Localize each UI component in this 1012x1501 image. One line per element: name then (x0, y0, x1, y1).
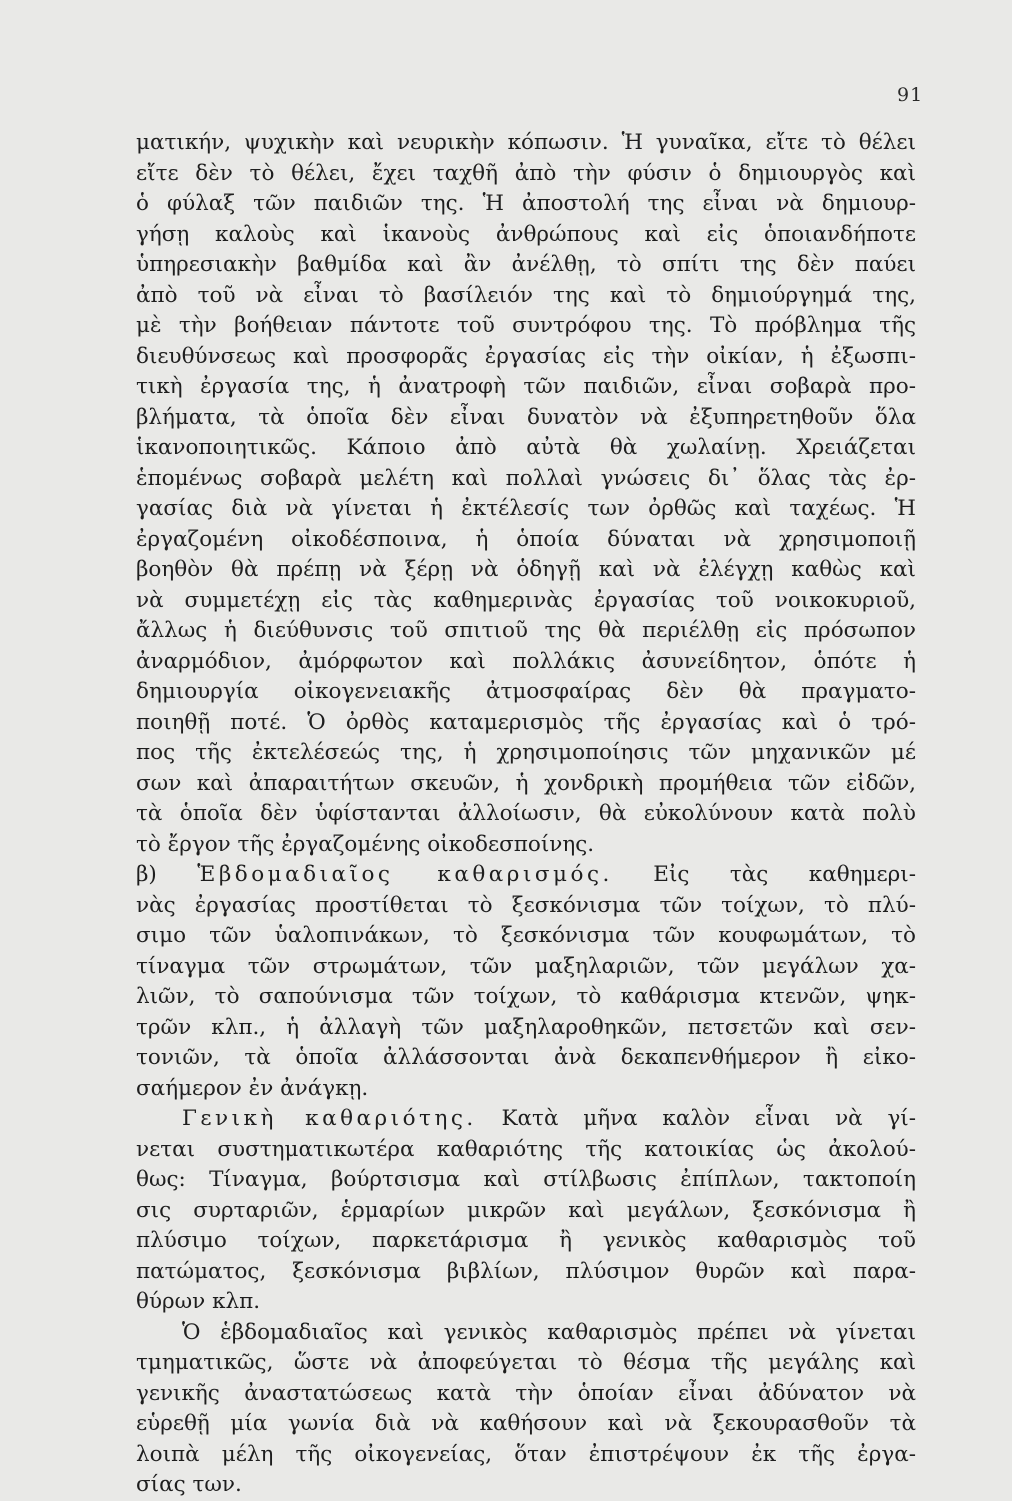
text-line (136, 555, 916, 586)
text-line (136, 1318, 916, 1349)
line-text: γενικῆς ἀναστατώσεως κατὰ τὴν ὁποίαν εἶναι ἀδύνατον νὰ (136, 1380, 916, 1406)
text-line (136, 1013, 916, 1044)
line-text: νεται συστηματικωτέρα καθαριότης τῆς κατοικίας ὡς ἀκολού- (136, 1136, 916, 1162)
text-line (136, 677, 916, 708)
text-line (136, 159, 916, 190)
text-line (136, 891, 916, 922)
paragraph (136, 128, 916, 860)
text-line (136, 1379, 916, 1410)
text-line (136, 403, 916, 434)
text-line (136, 1074, 916, 1105)
line-text: ἄλλως ἡ διεύθυνσις τοῦ σπιτιοῦ της θὰ περιέλθῃ εἰς πρόσωπον (136, 618, 916, 643)
line-text: λιῶν, τὸ σαπούνισμα τῶν τοίχων, τὸ καθάρισμα κτενῶν, ψηκ- (136, 984, 916, 1009)
text-line (136, 433, 916, 464)
text-line (136, 830, 916, 861)
text-line (136, 616, 916, 647)
line-text: Ὁ ἑβδομαδιαῖος καὶ γενικὸς καθαρισμὸς πρέπει νὰ γίνεται (182, 1319, 916, 1345)
line-text: λοιπὰ μέλη τῆς οἰκογενείας, ὅταν ἐπιστρέψουν ἐκ τῆς ἐργα- (136, 1441, 916, 1467)
line-text: ποιηθῇ ποτέ. Ὁ ὀρθὸς καταμερισμὸς τῆς ἐργασίας καὶ ὁ τρό- (136, 709, 916, 735)
text-line (136, 586, 916, 617)
text-line (136, 952, 916, 983)
line-text: σίας των. (136, 1472, 242, 1497)
list-marker: β) (136, 862, 198, 887)
line-text: σων καὶ ἀπαραιτήτων σκευῶν, ἡ χονδρικὴ προμήθεια τῶν εἰδῶν, (136, 770, 916, 796)
line-text: ἀναρμόδιον, ἀμόρφωτον καὶ πολλάκις ἀσυνείδητον, ὁπότε ἡ (136, 648, 916, 674)
text-line (136, 799, 916, 830)
line-text: πατώματος, ξεσκόνισμα βιβλίων, πλύσιμον θυρῶν καὶ παρα- (136, 1258, 916, 1284)
line-text: θύρων κλπ. (136, 1289, 261, 1314)
text-line (136, 311, 916, 342)
body-text (136, 128, 916, 1501)
section-heading: Ἑβδομαδιαῖος καθαρισμός. (197, 862, 613, 887)
line-text: ὁ φύλαξ τῶν παιδιῶν της. Ἡ ἀποστολή της εἶναι νὰ δημιουρ- (136, 191, 916, 216)
text-line (136, 1226, 916, 1257)
line-text: διευθύνσεως καὶ προσφορᾶς ἐργασίας εἰς τὴν οἰκίαν, ἡ ἐξωσπι- (136, 343, 916, 369)
text-line (136, 1104, 916, 1135)
text-line (136, 1196, 916, 1227)
line-text: ματικήν, ψυχικὴν καὶ νευρικὴν κόπωσιν. Ἡ γυναῖκα, εἴτε τὸ θέλει (136, 130, 916, 155)
paragraph (136, 1318, 916, 1501)
text-line (136, 525, 916, 556)
page-number: 91 (897, 84, 924, 106)
line-text: τὰ ὁποῖα δὲν ὑφίστανται ἀλλοίωσιν, θὰ εὐκολύνουν κατὰ πολὺ (136, 801, 916, 826)
line-text: Εἰς τὰς καθημερι- (612, 862, 916, 887)
line-text: σαήμερον ἐν ἀνάγκῃ. (136, 1075, 369, 1101)
text-line (136, 220, 916, 251)
line-text: βλήματα, τὰ ὁποῖα δὲν εἶναι δυνατὸν νὰ ἐξυπηρετηθοῦν ὅλα (136, 404, 916, 430)
text-line (136, 1348, 916, 1379)
text-line (136, 982, 916, 1013)
paragraph (136, 860, 916, 1104)
line-text: γασίας διὰ νὰ γίνεται ἡ ἐκτέλεσίς των ὀρθῶς καὶ ταχέως. Ἡ (136, 496, 916, 521)
text-line (136, 250, 916, 281)
line-text: ἐργαζομένη οἰκοδέσποινα, ἡ ὁποία δύναται νὰ χρησιμοποιῇ (136, 526, 916, 552)
line-text: δημιουργία οἰκογενειακῆς ἀτμοσφαίρας δὲν θὰ πραγματο- (136, 679, 916, 704)
text-line (136, 921, 916, 952)
text-line (136, 128, 916, 159)
text-line (136, 1470, 916, 1501)
text-line (136, 1135, 916, 1166)
text-line (136, 1043, 916, 1074)
paragraph (136, 1104, 916, 1318)
line-text: τρῶν κλπ., ἡ ἀλλαγὴ τῶν μαξηλαροθηκῶν, πετσετῶν καὶ σεν- (136, 1014, 916, 1040)
line-text: τικὴ ἐργασία της, ἡ ἀνατροφὴ τῶν παιδιῶν, εἶναι σοβαρὰ προ- (136, 374, 916, 399)
line-text: νὰς ἐργασίας προστίθεται τὸ ξεσκόνισμα τῶν τοίχων, τὸ πλύ- (136, 892, 916, 918)
line-text: ἑπομένως σοβαρὰ μελέτη καὶ πολλαὶ γνώσεις δι᾽ ὅλας τὰς ἐρ- (136, 465, 916, 491)
text-line (136, 647, 916, 678)
text-line (136, 281, 916, 312)
line-text: τίναγμα τῶν στρωμάτων, τῶν μαξηλαριῶν, τῶν μεγάλων χα- (136, 953, 916, 979)
text-line (136, 708, 916, 739)
text-line (136, 1287, 916, 1318)
line-text: τὸ ἔργον τῆς ἐργαζομένης οἰκοδεσποίνης. (136, 831, 595, 857)
line-text: ἀπὸ τοῦ νὰ εἶναι τὸ βασίλειόν της καὶ τὸ δημιούργημά της, (136, 282, 916, 308)
section-heading: Γενικὴ καθαριότης. (182, 1106, 477, 1131)
line-text: μὲ τὴν βοήθειαν πάντοτε τοῦ συντρόφου της. Τὸ πρόβλημα τῆς (136, 313, 916, 338)
line-text: εἴτε δὲν τὸ θέλει, ἔχει ταχθῆ ἀπὸ τὴν φύσιν ὁ δημιουργὸς καὶ (136, 160, 916, 186)
text-line (136, 189, 916, 220)
line-text: ὑπηρεσιακὴν βαθμίδα καὶ ἂν ἀνέλθῃ, τὸ σπίτι της δὲν παύει (136, 252, 916, 277)
line-text: γήσῃ καλοὺς καὶ ἱκανοὺς ἀνθρώπους καὶ εἰς ὁποιανδήποτε (136, 221, 916, 247)
text-line (136, 494, 916, 525)
line-text: ἱκανοποιητικῶς. Κάποιο ἀπὸ αὐτὰ θὰ χωλαίνῃ. Χρειάζεται (136, 435, 916, 460)
line-text: σιμο τῶν ὑαλοπινάκων, τὸ ξεσκόνισμα τῶν κουφωμάτων, τὸ (136, 923, 916, 948)
text-line (136, 342, 916, 373)
text-line (136, 1257, 916, 1288)
line-text: πος τῆς ἐκτελέσεώς της, ἡ χρησιμοποίησις τῶν μηχανικῶν μέ (136, 740, 916, 765)
line-text: εὑρεθῇ μία γωνία διὰ νὰ καθήσουν καὶ νὰ ξεκουρασθοῦν τὰ (136, 1411, 916, 1436)
text-line (136, 738, 916, 769)
line-text: νὰ συμμετέχῃ εἰς τὰς καθημερινὰς ἐργασίας τοῦ νοικοκυριοῦ, (136, 587, 916, 613)
line-text: σις συρταριῶν, ἑρμαρίων μικρῶν καὶ μεγάλων, ξεσκόνισμα ἢ (136, 1197, 916, 1223)
text-line (136, 1440, 916, 1471)
text-line (136, 372, 916, 403)
line-text: θως: Τίναγμα, βούρτσισμα καὶ στίλβωσις ἐπίπλων, τακτοποίη (136, 1167, 916, 1192)
line-text: πλύσιμο τοίχων, παρκετάρισμα ἢ γενικὸς καθαρισμὸς τοῦ (136, 1228, 916, 1253)
line-text: τονιῶν, τὰ ὁποῖα ἀλλάσσονται ἀνὰ δεκαπενθήμερον ἢ εἰκο- (136, 1045, 916, 1070)
line-text: τμηματικῶς, ὥστε νὰ ἀποφεύγεται τὸ θέσμα τῆς μεγάλης καὶ (136, 1350, 916, 1375)
text-line (136, 860, 916, 891)
text-line (136, 1409, 916, 1440)
line-text: βοηθὸν θὰ πρέπῃ νὰ ξέρῃ νὰ ὁδηγῇ καὶ νὰ ἐλέγχῃ καθὼς καὶ (136, 557, 916, 582)
line-text: Κατὰ μῆνα καλὸν εἶναι νὰ γί- (476, 1106, 916, 1131)
text-line (136, 1165, 916, 1196)
text-line (136, 769, 916, 800)
text-line (136, 464, 916, 495)
